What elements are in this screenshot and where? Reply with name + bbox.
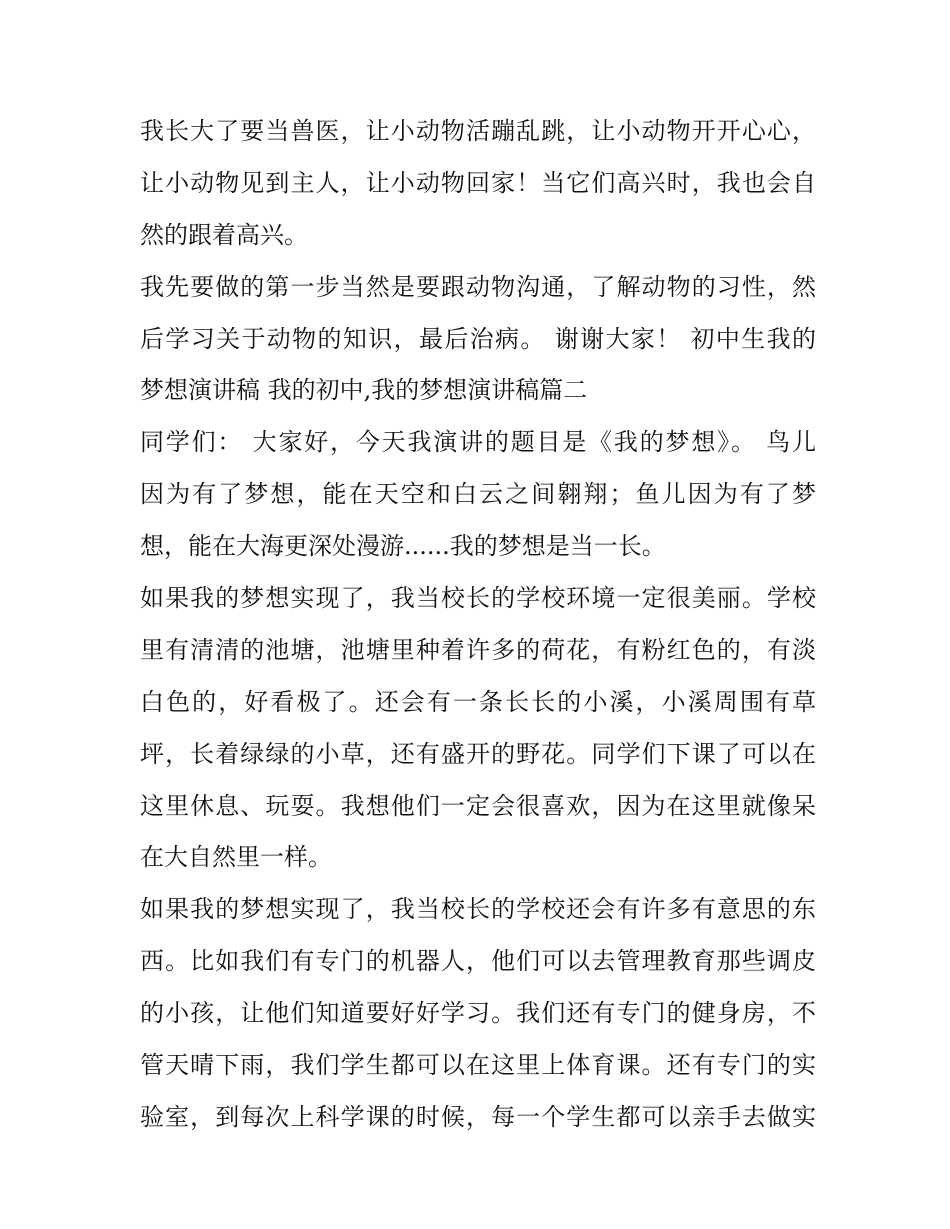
text-line: 坪，长着绿绿的小草，还有盛开的野花。同学们下课了可以在 — [140, 739, 816, 768]
text-line: 然的跟着高兴。 — [140, 220, 308, 249]
text-line: 梦想演讲稿 我的初中,我的梦想演讲稿篇二 — [140, 376, 588, 405]
text-line: 的小孩，让他们知道要好好学习。我们还有专门的健身房，不 — [140, 999, 816, 1028]
text-line: 如果我的梦想实现了，我当校长的学校环境一定很美丽。学校 — [140, 584, 816, 613]
text-line: 让小动物见到主人，让小动物回家！当它们高兴时，我也会自 — [140, 168, 816, 197]
text-line: 如果我的梦想实现了，我当校长的学校还会有许多有意思的东 — [140, 895, 816, 924]
text-line: 我长大了要当兽医，让小动物活蹦乱跳，让小动物开开心心， — [140, 117, 816, 145]
text-line: 在大自然里一样。 — [140, 843, 332, 872]
text-line: 管天晴下雨，我们学生都可以在这里上体育课。还有专门的实 — [140, 1051, 816, 1080]
text-line: 白色的，好看极了。还会有一条长长的小溪，小溪周围有草 — [140, 687, 816, 716]
text-line: 后学习关于动物的知识，最后治病。 谢谢大家！ 初中生我的 — [140, 324, 816, 353]
text-line: 这里休息、玩耍。我想他们一定会很喜欢，因为在这里就像呆 — [140, 791, 816, 820]
text-line: 西。比如我们有专门的机器人，他们可以去管理教育那些调皮 — [140, 947, 816, 976]
text-line: 同学们： 大家好，今天我演讲的题目是《我的梦想》。 鸟儿 — [140, 428, 816, 457]
body-text — [140, 106, 816, 1144]
text-line: 我先要做的第一步当然是要跟动物沟通，了解动物的习性，然 — [140, 272, 816, 301]
text-line: 验室，到每次上科学课的时候，每一个学生都可以亲手去做实 — [140, 1102, 816, 1131]
text-line: 里有清清的池塘，池塘里种着许多的荷花，有粉红色的，有淡 — [140, 635, 816, 664]
text-line: 因为有了梦想，能在天空和白云之间翱翔；鱼儿因为有了梦 — [140, 480, 816, 509]
text-line: 想，能在大海更深处漫游......我的梦想是当一长。 — [140, 532, 666, 561]
